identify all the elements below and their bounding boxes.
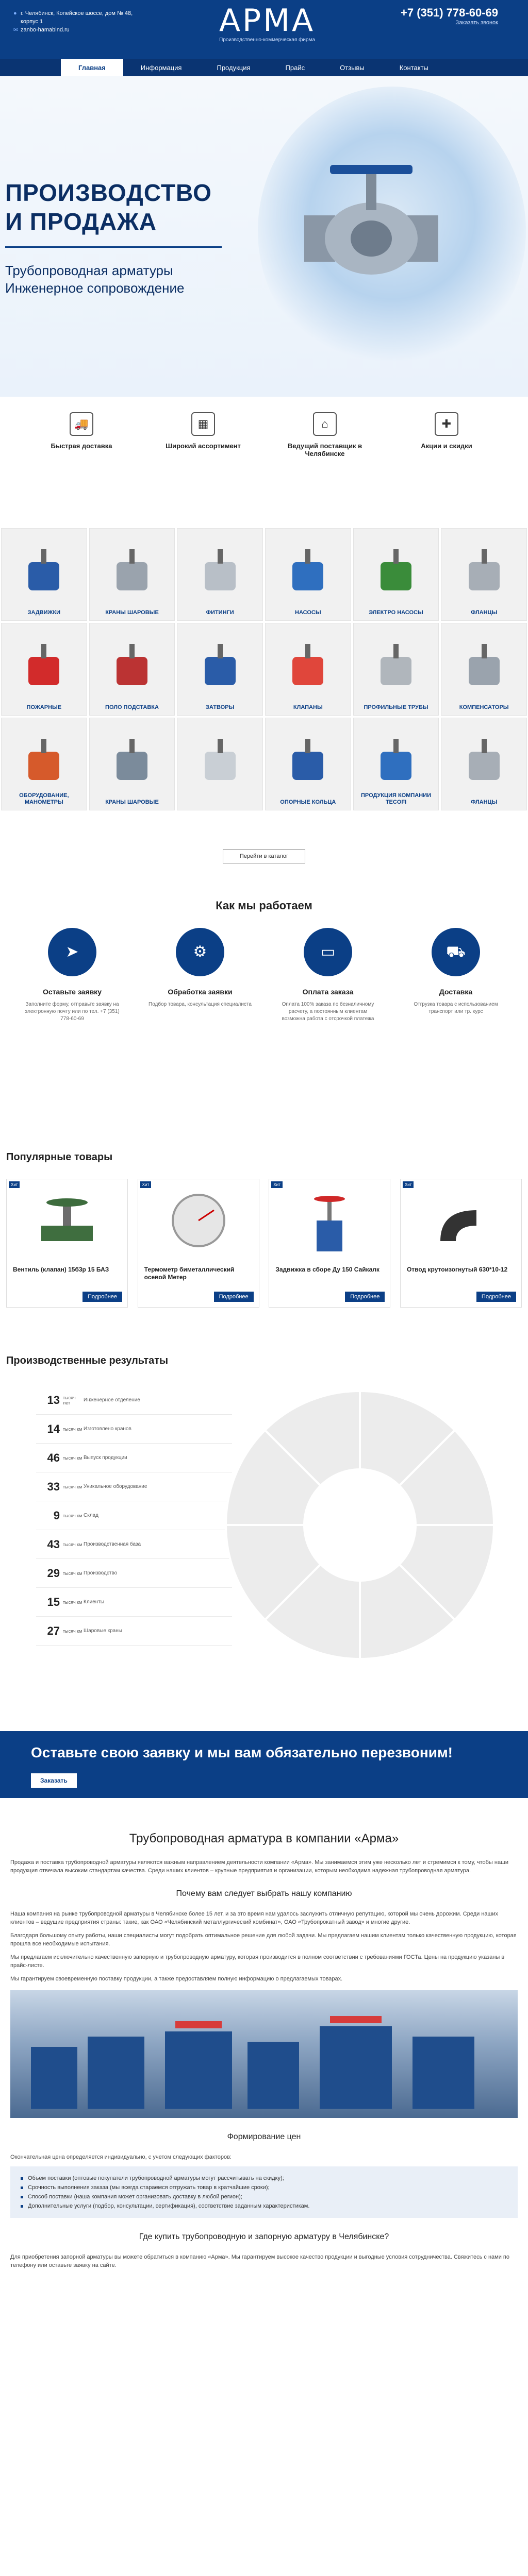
hit-badge: Хит <box>403 1181 414 1188</box>
hero-banner <box>0 76 528 397</box>
category-card[interactable] <box>441 718 527 810</box>
category-image <box>15 639 72 696</box>
logo-text[interactable]: АРМА <box>219 3 316 39</box>
article-title: Трубопроводная арматура в компании «Арма» <box>129 1832 399 1845</box>
feature-delivery: 🚚 Быстрая доставка <box>35 412 128 479</box>
category-label: КОМПЕНСАТОРЫ <box>459 704 509 710</box>
hit-badge: Хит <box>271 1181 282 1188</box>
result-row: 13 тысяч лет Инженерное отделение <box>36 1386 232 1415</box>
category-label: ПРОФИЛЬНЫЕ ТРУБЫ <box>364 704 428 710</box>
location-icon: ● <box>13 10 17 16</box>
list-item: Дополнительные услуги (подбор, консультации, сертификация), соответствие заданным характеристикам. <box>21 2201 507 2211</box>
category-card[interactable] <box>265 528 351 621</box>
category-card[interactable] <box>89 528 175 621</box>
hero-title: ПРОИЗВОДСТВО И ПРОДАЖА <box>5 179 212 235</box>
how-title: Как мы работаем <box>216 899 312 912</box>
feature-assortment: ▦ Широкий ассортимент <box>157 412 250 479</box>
category-card[interactable] <box>353 623 439 716</box>
hero-subtitle: Трубопроводная арматуры Инженерное сопровождение <box>5 263 185 296</box>
hero-divider <box>5 246 222 248</box>
list-item: Объем поставки (оптовые покупатели трубопроводной арматуры могут рассчитывать на скидку); <box>21 2174 507 2183</box>
category-image <box>104 639 160 696</box>
category-image <box>192 639 249 696</box>
step-request: ➤ Оставьте заявку Заполните форму, отправьте заявку на электронную почту или по тел. +7 (351) 778-60-69 <box>21 928 124 1023</box>
results-wheel <box>216 1370 504 1680</box>
details-button[interactable]: Подробнее <box>82 1292 122 1302</box>
list-item: Способ поставки (наша компания может организовать доставку в любой регион); <box>21 2192 507 2201</box>
article-paragraph: Мы предлагаем исключительно качественную запорную и трубопроводную арматуру, которая производится в полном соответствии с требованиями ГОСТа. Цены на продукцию указаны в прайс-листе. <box>10 1954 505 1969</box>
nav-reviews[interactable]: Отзывы <box>340 64 365 72</box>
category-image <box>456 734 513 790</box>
product-card[interactable]: Хит Задвижка в сборе Ду 150 Сайкалк Подробнее <box>269 1179 390 1308</box>
category-label: КРАНЫ ШАРОВЫЕ <box>105 609 159 616</box>
gate-valve-image <box>293 1190 366 1257</box>
nav-products[interactable]: Продукция <box>217 64 251 72</box>
category-card[interactable] <box>89 623 175 716</box>
result-row: 27 тысяч км Шаровые краны <box>36 1617 232 1646</box>
category-card[interactable] <box>1 718 87 810</box>
article-paragraph: Продажа и поставка трубопроводной арматуры являются важным направлением деятельности компании «Арма». Мы занимаемся этим уже несколько лет и стремимся к тому, чтобы наши продукция отвечала высоким стандартам качества. Среди наших клиентов – крупные предприятия и организации, которым необходима надежная трубопроводная арматура. <box>10 1859 509 1874</box>
result-row: 9 тысяч км Склад <box>36 1501 232 1530</box>
warehouse-photo <box>10 1990 518 2118</box>
category-card[interactable] <box>177 718 263 810</box>
category-card[interactable] <box>441 623 527 716</box>
category-label: ОБОРУДОВАНИЕ, МАНОМЕТРЫ <box>19 792 69 805</box>
category-image <box>368 639 424 696</box>
category-label: ЗАДВИЖКИ <box>27 609 61 616</box>
header <box>0 0 528 76</box>
callback-link[interactable]: Заказать звонок <box>455 20 498 26</box>
result-row: 29 тысяч км Производство <box>36 1559 232 1588</box>
card-icon: ▭ <box>304 928 352 976</box>
valve-image <box>289 154 454 308</box>
how-we-work <box>0 899 528 1023</box>
thermometer-image <box>162 1190 235 1257</box>
gift-icon: ✚ <box>435 412 458 436</box>
category-grid <box>1 528 527 810</box>
category-card[interactable] <box>177 623 263 716</box>
header-address <box>13 9 147 34</box>
cta-title: Оставьте свою заявку и мы вам обязательно перезвоним! <box>31 1744 453 1760</box>
article-subtitle: Почему вам следует выбрать нашу компанию <box>176 1889 352 1898</box>
address-line1: г. Челябинск, Копейское шоссе, дом № 48, <box>21 10 133 16</box>
result-row: 46 тысяч км Выпуск продукции <box>36 1444 232 1472</box>
category-card[interactable] <box>1 528 87 621</box>
cta-button[interactable]: Заказать <box>31 1773 77 1788</box>
result-row: 43 тысяч км Производственная база <box>36 1530 232 1559</box>
category-image <box>15 734 72 790</box>
seo-article <box>10 1832 518 2275</box>
result-row: 33 тысяч км Уникальное оборудование <box>36 1472 232 1501</box>
category-label: ФЛАНЦЫ <box>470 799 498 805</box>
result-row: 15 тысяч км Клиенты <box>36 1588 232 1617</box>
category-image <box>279 639 336 696</box>
nav-info[interactable]: Информация <box>140 64 182 72</box>
category-label: ЗАТВОРЫ <box>205 704 235 710</box>
logo[interactable] <box>205 4 329 43</box>
header-phone-block <box>401 6 498 26</box>
category-image <box>279 544 336 601</box>
category-label: ЭЛЕКТРО НАСОСЫ <box>369 609 423 616</box>
cta-banner <box>0 1731 528 1798</box>
elbow-image <box>425 1190 497 1257</box>
truck-icon: 🚚 <box>70 412 93 436</box>
details-button[interactable]: Подробнее <box>476 1292 516 1302</box>
mail-icon: ✉ <box>13 27 19 33</box>
category-label: КРАНЫ ШАРОВЫЕ <box>105 799 159 805</box>
feature-discount: ✚ Акции и скидки <box>400 412 493 479</box>
main-nav <box>0 59 528 76</box>
category-image <box>456 639 513 696</box>
category-label: НАСОСЫ <box>295 609 321 616</box>
step-payment: ▭ Оплата заказа Оплата 100% заказа по безналичному расчету, а постоянным клиентам возможна работа с отсрочкой платежа <box>276 928 380 1023</box>
category-image <box>15 544 72 601</box>
article-paragraph: Наша компания на рынке трубопроводной арматуры в Челябинске более 15 лет, и за это время нам удалось заслужить отличную репутацию, которой мы очень дорожим. Среди наших клиентов – ведущие предприятия страны: такие, как ОАО «Челябинский металлургический комбинат», ОАО «Трубопрокатный завод» и многие другие. <box>10 1911 498 1925</box>
feature-supplier: ⌂ Ведущий поставщик в Челябинске <box>278 412 371 479</box>
hit-badge: Хит <box>140 1181 151 1188</box>
category-card[interactable] <box>1 623 87 716</box>
details-button[interactable]: Подробнее <box>214 1292 254 1302</box>
send-icon: ➤ <box>48 928 96 976</box>
article-paragraph: Окончательная цена определяется индивидуально, с учетом следующих факторов: <box>10 2154 232 2160</box>
result-row: 14 тысяч км Изготовлено кранов <box>36 1415 232 1444</box>
category-label: КЛАПАНЫ <box>293 704 323 710</box>
product-card[interactable]: Хит Вентиль (клапан) 15б3р 15 БАЗ Подробнее <box>6 1179 128 1308</box>
logo-subtitle: Производственно-коммерческая фирма <box>219 37 315 43</box>
nav-price[interactable]: Прайс <box>285 64 305 72</box>
nav-contacts[interactable]: Контакты <box>399 64 428 72</box>
article-paragraph: Мы гарантируем своевременную поставку продукции, а также предоставляем полную информацию о предлагаемых товарах. <box>10 1976 343 1982</box>
truck-icon: ⛟ <box>432 928 480 976</box>
address-line2: корпус 1 <box>21 19 43 25</box>
product-card[interactable]: Хит Отвод крутоизогнутый 630*10-12 Подробнее <box>400 1179 522 1308</box>
nav-home[interactable]: Главная <box>61 59 123 76</box>
gear-icon: ⚙ <box>176 928 224 976</box>
article-subtitle: Где купить трубопроводную и запорную арматуру в Челябинске? <box>139 2232 389 2241</box>
category-card[interactable] <box>353 528 439 621</box>
step-processing: ⚙ Обработка заявки Подбор товара, консультация специалиста <box>148 928 252 1023</box>
category-image <box>456 544 513 601</box>
price-factors-list <box>10 2166 518 2218</box>
catalog-button[interactable]: Перейти в каталог <box>223 849 305 863</box>
category-image <box>368 544 424 601</box>
features <box>0 412 528 479</box>
header-phone[interactable]: +7 (351) 778-60-69 <box>401 6 498 19</box>
category-image <box>368 734 424 790</box>
category-image <box>104 734 160 790</box>
product-card[interactable]: Хит Термометр биметаллический осевой Метер Подробнее <box>138 1179 259 1308</box>
popular-products <box>6 1151 522 1308</box>
category-label: ФИТИНГИ <box>206 609 234 616</box>
category-image <box>104 544 160 601</box>
valve-product-image <box>31 1190 103 1257</box>
hit-badge: Хит <box>9 1181 20 1188</box>
factory-icon: ⌂ <box>313 412 337 436</box>
category-card[interactable] <box>353 718 439 810</box>
box-icon: ▦ <box>191 412 215 436</box>
category-image <box>279 734 336 790</box>
list-item: Срочность выполнения заказа (мы всегда стараемся отгружать товар в кратчайшие сроки); <box>21 2183 507 2192</box>
results-title: Производственные результаты <box>6 1355 169 1366</box>
category-label: ПОЖАРНЫЕ <box>26 704 62 710</box>
popular-title: Популярные товары <box>6 1151 113 1163</box>
category-label: ПОЛО ПОДСТАВКА <box>105 704 159 710</box>
article-paragraph: Для приобретения запорной арматуры вы можете обратиться в компанию «Арма». Мы гарантируем высокое качество продукции и выгодные условия сотрудничества. Свяжитесь с нами по телефону или оставьте заявку на сайте. <box>10 2254 509 2268</box>
details-button[interactable]: Подробнее <box>345 1292 385 1302</box>
category-label: ОПОРНЫЕ КОЛЬЦА <box>280 799 336 805</box>
category-card[interactable] <box>441 528 527 621</box>
results-list <box>36 1386 232 1646</box>
article-paragraph: Благодаря большому опыту работы, наши специалисты могут подобрать оптимальное решение для любой задачи. Мы предлагаем нашим клиентам только качественную продукцию, которая прошла все необходимые испытания. <box>10 1933 517 1947</box>
category-label: ПРОДУКЦИЯ КОМПАНИИ TECOFI <box>361 792 431 805</box>
production-results <box>0 1355 528 1757</box>
category-image <box>192 544 249 601</box>
article-subtitle: Формирование цен <box>227 2132 301 2141</box>
step-delivery: ⛟ Доставка Отгрузка товара с использованием транспорт или тр. курс <box>404 928 507 1023</box>
category-card[interactable] <box>265 718 351 810</box>
category-card[interactable] <box>265 623 351 716</box>
header-email[interactable]: zanbo-hamabind.ru <box>21 27 70 33</box>
category-card[interactable] <box>177 528 263 621</box>
category-card[interactable] <box>89 718 175 810</box>
category-label: ФЛАНЦЫ <box>470 609 498 616</box>
category-image <box>192 734 249 790</box>
